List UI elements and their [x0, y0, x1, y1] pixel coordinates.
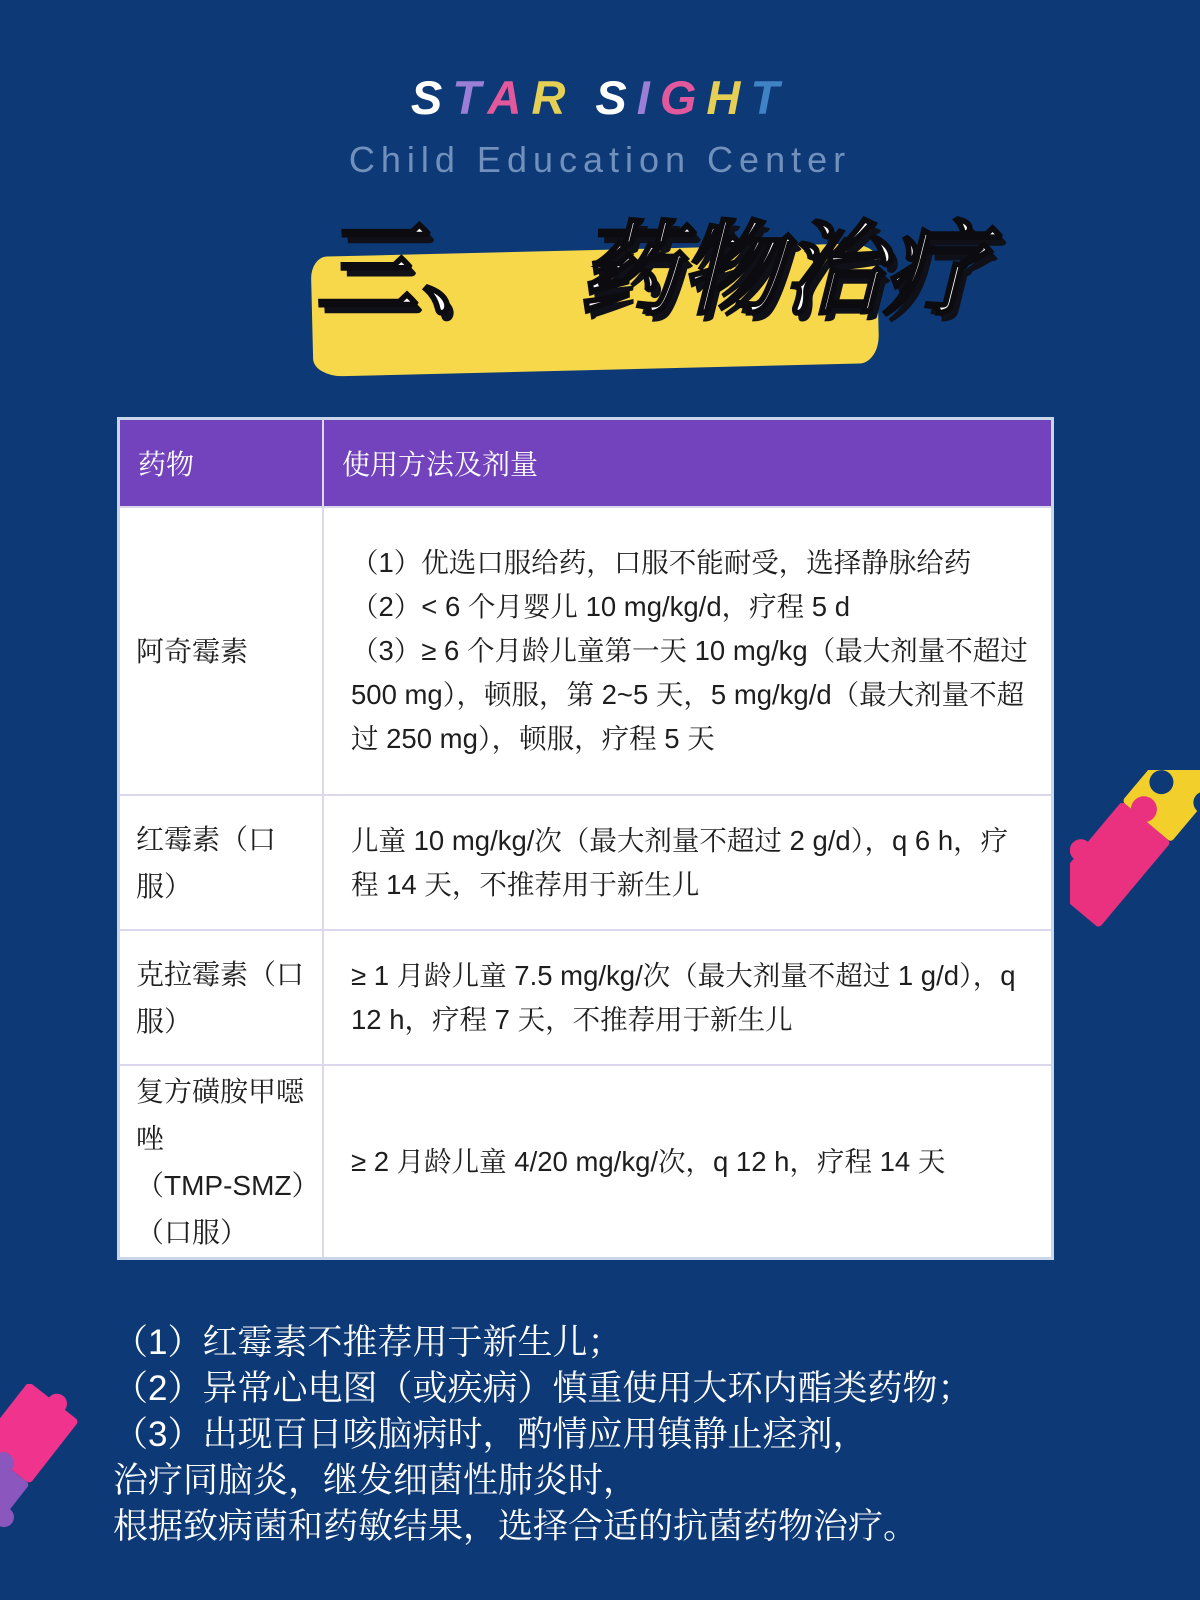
usage-line: 儿童 10 mg/kg/次（最大剂量不超过 2 g/d），q 6 h，疗程 14 天，不推荐用于新生儿: [351, 824, 1009, 900]
table-header-drug: 药物: [120, 420, 322, 506]
drug-table: [117, 417, 1054, 1260]
table-row-usage-azithromycin: [324, 508, 1051, 794]
footnote-line: 治疗同脑炎，继发细菌性肺炎时，: [113, 1461, 639, 1500]
table-row-drug-erythromycin: 红霉素（口服）: [120, 796, 322, 929]
table-row-usage-erythromycin: [324, 796, 1051, 929]
brand-subtitle: Child Education Center: [348, 139, 852, 180]
table-row-usage-tmp-smz: [324, 1066, 1051, 1257]
table-row-drug-azithromycin: 阿奇霉素: [120, 508, 322, 794]
drug-name-line: 复方磺胺甲噁唑: [136, 1075, 305, 1154]
table-row-drug-clarithromycin: 克拉霉素（口服）: [120, 931, 322, 1064]
table-row-usage-clarithromycin: [324, 931, 1051, 1064]
usage-line: ≥ 1 月龄儿童 7.5 mg/kg/次（最大剂量不超过 1 g/d），q 12 h，疗程 7 天，不推荐用于新生儿: [351, 959, 1016, 1035]
footnote-line: （1）红霉素不推荐用于新生儿；: [113, 1323, 623, 1362]
section-title: [0, 0, 1200, 400]
usage-line: （2）< 6 个月婴儿 10 mg/kg/d，疗程 5 d: [351, 591, 850, 622]
footnote-line: （2）异常心电图（或疾病）慎重使用大环内酯类药物；: [113, 1369, 973, 1408]
footnote-line: 根据致病菌和药敏结果，选择合适的抗菌药物治疗。: [113, 1507, 919, 1546]
page-title-number: 三、: [316, 213, 520, 327]
drug-name-line: （口服）: [136, 1216, 249, 1248]
puzzle-icon-right: [1070, 770, 1200, 946]
page-title: [316, 214, 986, 326]
page-title-text: 药物治疗: [578, 213, 986, 327]
table-header-usage: 使用方法及剂量: [324, 420, 1051, 506]
drug-name-line: （TMP-SMZ）: [136, 1169, 320, 1201]
usage-line: （1）优选口服给药，口服不能耐受，选择静脉给药: [351, 547, 972, 578]
footnotes: [113, 1320, 1123, 1550]
puzzle-icon-left: [0, 1384, 106, 1570]
footnote-line: （3）出现百日咳脑病时，酌情应用镇静止痉剂，: [113, 1415, 868, 1454]
table-row-drug-tmp-smz: [120, 1066, 322, 1257]
usage-line: ≥ 2 月龄儿童 4/20 mg/kg/次，q 12 h，疗程 14 天: [351, 1145, 946, 1177]
brand-logo: STAR SIGHT: [410, 71, 790, 124]
usage-line: （3）≥ 6 个月龄儿童第一天 10 mg/kg（最大剂量不超过 500 mg），顿服，第 2~5 天，5 mg/kg/d（最大剂量不超过 250 mg），顿服，疗程 5 天: [351, 635, 1028, 754]
